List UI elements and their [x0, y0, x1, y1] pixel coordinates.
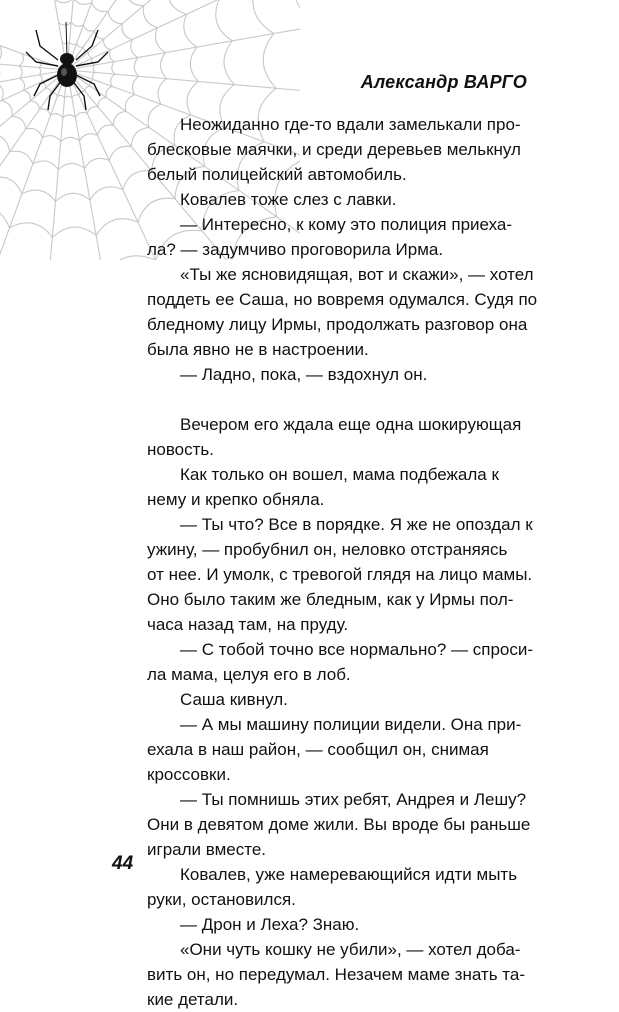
- text-line: — Ладно, пока, — вздохнул он.: [180, 365, 428, 384]
- text-line: Ковалев тоже слез с лавки.: [180, 190, 397, 209]
- text-line: Неожиданно где-то вдали замелькали про-: [180, 115, 521, 134]
- text-line: вить он, но передумал. Незачем маме знать та-: [147, 965, 525, 984]
- text-line: — С тобой точно все нормально? — спроси-: [180, 640, 534, 659]
- text-line: играли вместе.: [147, 840, 266, 859]
- page-number: 44: [112, 853, 134, 874]
- text-line: Ковалев, уже намеревающийся идти мыть: [180, 865, 518, 884]
- text-line: руки, остановился.: [147, 890, 296, 909]
- text-line: белый полицейский автомобиль.: [147, 165, 407, 184]
- text-line: Оно было таким же бледным, как у Ирмы пол-: [147, 590, 514, 609]
- text-line: блесковые маячки, и среди деревьев мелькнул: [147, 140, 521, 159]
- page-body-text: [147, 112, 538, 1012]
- text-line: новость.: [147, 440, 215, 459]
- text-line: часа назад там, на пруду.: [147, 615, 349, 634]
- text-line: — Ты помнишь этих ребят, Андрея и Лешу?: [180, 790, 527, 809]
- text-line: Саша кивнул.: [180, 690, 288, 709]
- text-line: нему и крепко обняла.: [147, 490, 325, 509]
- text-line: — Дрон и Леха? Знаю.: [180, 915, 360, 934]
- text-line: — А мы машину полиции видели. Она при-: [180, 715, 522, 734]
- text-line: — Интересно, к кому это полиция приеха-: [180, 215, 513, 234]
- text-line: Вечером его ждала еще одна шокирующая: [180, 415, 522, 434]
- text-line: кие детали.: [147, 990, 239, 1009]
- text-line: — Ты что? Все в порядке. Я же не опоздал к: [180, 515, 533, 534]
- text-line: ужину, — пробубнил он, неловко отстраняясь: [147, 540, 508, 559]
- text-line: кроссовки.: [147, 765, 231, 784]
- text-line: «Ты же ясновидящая, вот и скажи», — хотел: [180, 265, 534, 284]
- text-line: ла? — задумчиво проговорила Ирма.: [147, 240, 444, 259]
- text-line: от нее. И умолк, с тревогой глядя на лицо мамы.: [147, 565, 533, 584]
- running-header-author: Александр ВАРГО: [360, 72, 527, 92]
- text-line: ехала в наш район, — сообщил он, снимая: [147, 740, 489, 759]
- text-line: Как только он вошел, мама подбежала к: [180, 465, 499, 484]
- text-line: была явно не в настроении.: [147, 340, 369, 359]
- text-line: поддеть ее Саша, но вовремя одумался. Судя по: [147, 290, 538, 309]
- blank-line: [147, 387, 527, 412]
- text-line: бледному лицу Ирмы, продолжать разговор она: [147, 315, 528, 334]
- text-line: ла мама, целуя его в лоб.: [147, 665, 351, 684]
- text-line: «Они чуть кошку не убили», — хотел доба-: [180, 940, 521, 959]
- text-line: Они в девятом доме жили. Вы вроде бы раньше: [147, 815, 531, 834]
